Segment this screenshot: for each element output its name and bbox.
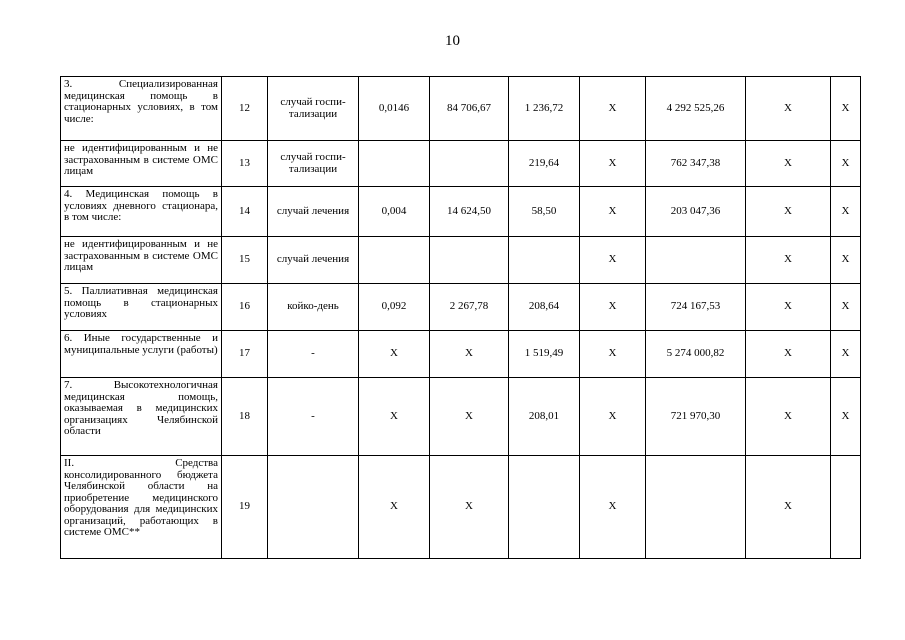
row-number: 17 [222, 331, 268, 378]
page-number: 10 [445, 33, 460, 49]
table-row [61, 456, 861, 559]
row-name: 4. Медицинская помощь в условиях дневного стационара, в том числе: [61, 187, 222, 237]
row-number: 13 [222, 141, 268, 187]
row-cell: X [359, 331, 430, 378]
row-cell [430, 237, 509, 284]
row-cell: 58,50 [509, 187, 580, 237]
row-cell: X [580, 187, 646, 237]
row-cell: X [746, 284, 831, 331]
data-table [60, 76, 861, 559]
row-cell: X [746, 378, 831, 456]
row-name: 7. Высокотехнологичная медицинская помощь, оказываемая в медицинских организациях Челябинской области [61, 378, 222, 456]
row-cell: X [746, 331, 831, 378]
table-row [61, 284, 861, 331]
row-number: 14 [222, 187, 268, 237]
row-cell: X [746, 456, 831, 559]
row-name: II. Средства консолидированного бюджета Челябинской области на приобретение медицинского оборудования для медицинских организаций, работающих в системе ОМС** [61, 456, 222, 559]
row-unit: случай госпи-тализации [268, 77, 359, 141]
row-cell: 0,0146 [359, 77, 430, 141]
row-cell: X [746, 237, 831, 284]
row-cell: 762 347,38 [646, 141, 746, 187]
row-cell: 724 167,53 [646, 284, 746, 331]
row-cell: X [831, 237, 861, 284]
row-cell [831, 456, 861, 559]
row-cell: X [580, 378, 646, 456]
row-number: 18 [222, 378, 268, 456]
row-cell: 2 267,78 [430, 284, 509, 331]
row-cell: 14 624,50 [430, 187, 509, 237]
row-cell: X [831, 77, 861, 141]
row-unit [268, 456, 359, 559]
row-cell: X [746, 187, 831, 237]
row-name: 3. Специализированная медицинская помощь в стационарных условиях, в том числе: [61, 77, 222, 141]
row-unit: - [268, 331, 359, 378]
row-cell: 1 236,72 [509, 77, 580, 141]
table-row [61, 378, 861, 456]
row-name: 6. Иные государственные и муниципальные услуги (работы) [61, 331, 222, 378]
row-cell [646, 456, 746, 559]
row-cell: 219,64 [509, 141, 580, 187]
row-unit: случай госпи-тализации [268, 141, 359, 187]
row-cell: 203 047,36 [646, 187, 746, 237]
row-cell: X [580, 77, 646, 141]
row-cell [359, 141, 430, 187]
row-cell: 84 706,67 [430, 77, 509, 141]
row-cell: X [831, 378, 861, 456]
row-cell: X [831, 284, 861, 331]
row-cell [359, 237, 430, 284]
row-cell: X [746, 77, 831, 141]
row-cell: X [359, 456, 430, 559]
row-cell: X [580, 284, 646, 331]
row-cell: 721 970,30 [646, 378, 746, 456]
row-unit: случай лечения [268, 187, 359, 237]
row-name: не идентифицированным и не застрахованным в системе ОМС лицам [61, 237, 222, 284]
row-number: 12 [222, 77, 268, 141]
row-cell: X [831, 331, 861, 378]
row-name: 5. Паллиативная медицинская помощь в стационарных условиях [61, 284, 222, 331]
row-cell: X [359, 378, 430, 456]
row-unit: - [268, 378, 359, 456]
row-cell [509, 456, 580, 559]
table-row [61, 187, 861, 237]
row-cell: 5 274 000,82 [646, 331, 746, 378]
row-unit: койко-день [268, 284, 359, 331]
row-number: 19 [222, 456, 268, 559]
row-cell: 4 292 525,26 [646, 77, 746, 141]
row-unit: случай лечения [268, 237, 359, 284]
row-cell: X [746, 141, 831, 187]
row-cell: 0,004 [359, 187, 430, 237]
table-row [61, 331, 861, 378]
row-cell: X [580, 141, 646, 187]
row-name: не идентифицированным и не застрахованным в системе ОМС лицам [61, 141, 222, 187]
row-cell: 0,092 [359, 284, 430, 331]
row-cell: X [580, 456, 646, 559]
row-cell [509, 237, 580, 284]
row-cell: X [580, 331, 646, 378]
table-row [61, 141, 861, 187]
row-cell [646, 237, 746, 284]
row-cell: 1 519,49 [509, 331, 580, 378]
row-cell: 208,01 [509, 378, 580, 456]
row-cell: X [430, 456, 509, 559]
row-number: 15 [222, 237, 268, 284]
table-row [61, 77, 861, 141]
row-cell: X [430, 378, 509, 456]
row-cell: X [430, 331, 509, 378]
row-cell [430, 141, 509, 187]
row-cell: X [580, 237, 646, 284]
table-row [61, 237, 861, 284]
row-cell: 208,64 [509, 284, 580, 331]
row-cell: X [831, 141, 861, 187]
row-number: 16 [222, 284, 268, 331]
row-cell: X [831, 187, 861, 237]
